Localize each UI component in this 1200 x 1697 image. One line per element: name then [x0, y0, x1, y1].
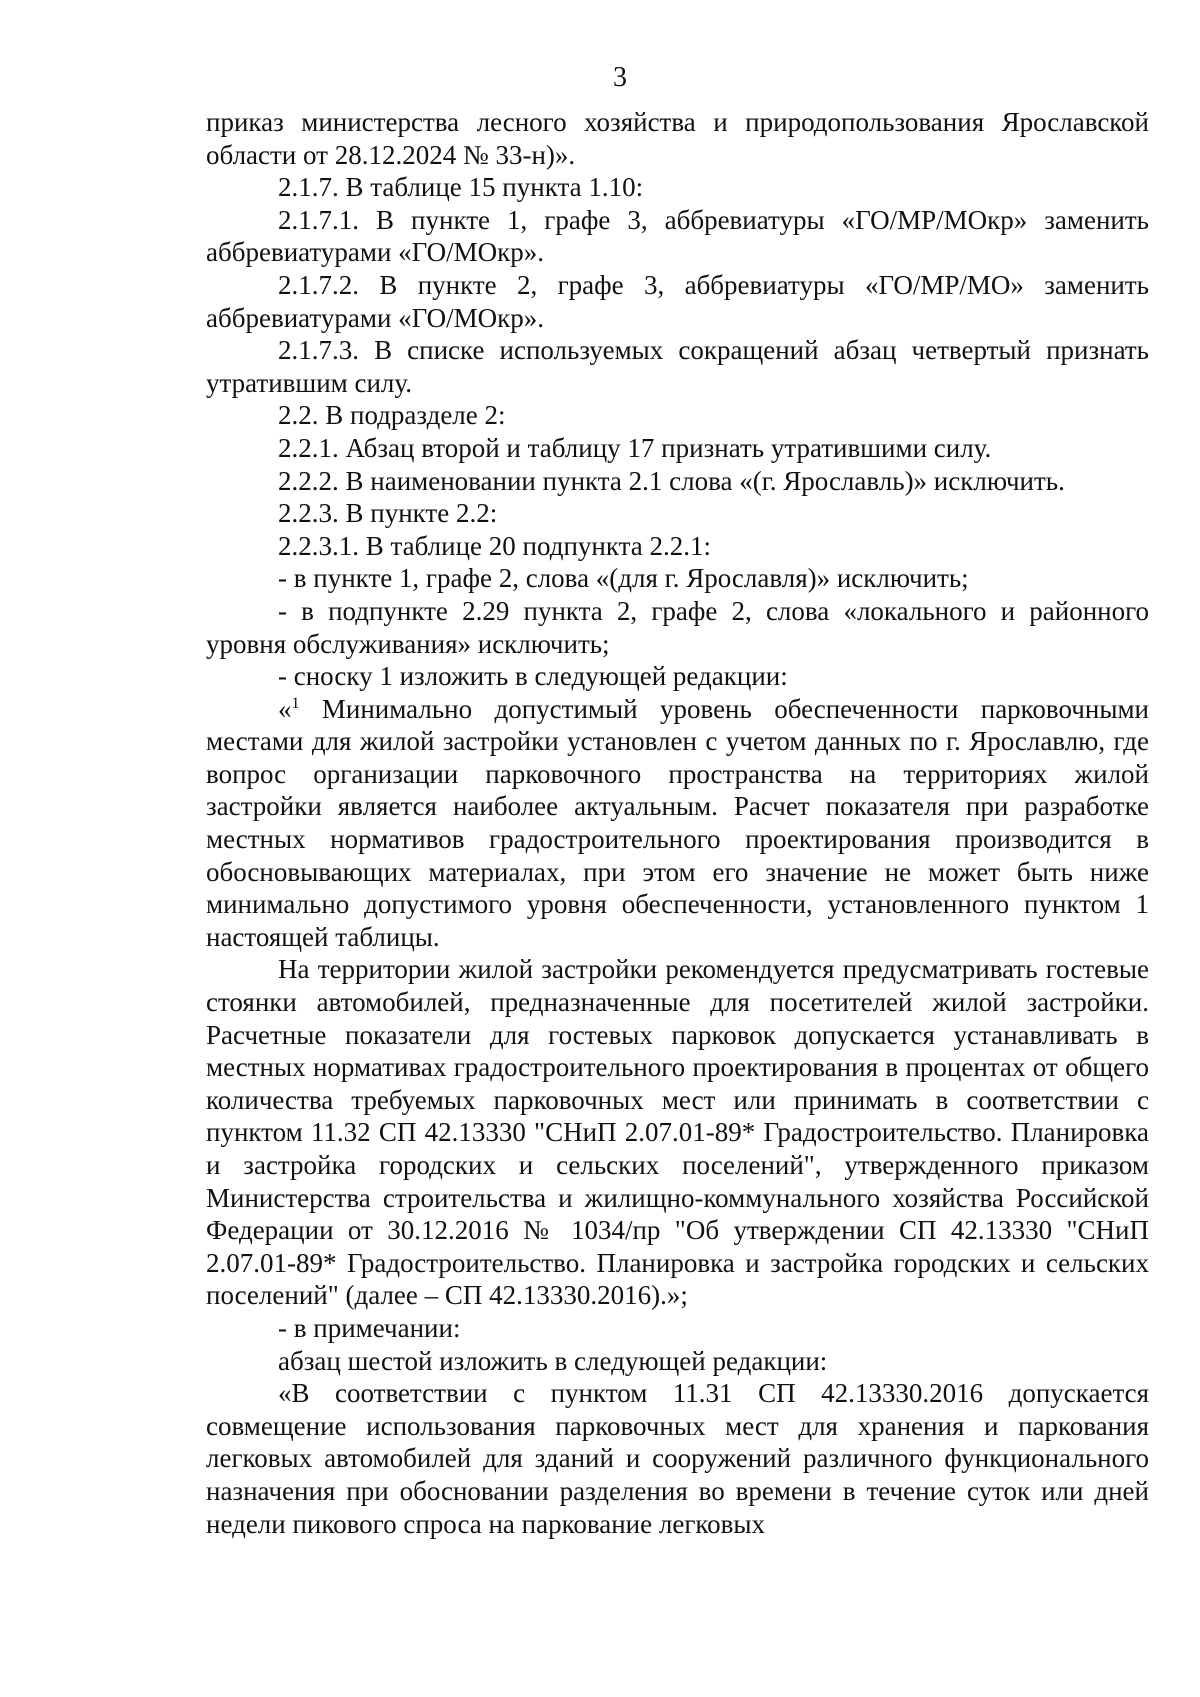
paragraph: 2.1.7.2. В пункте 2, графе 3, аббревиатуры «ГО/МР/МО» заменить аббревиатурами «ГО/МОкр». — [206, 269, 1149, 333]
paragraph: «В соответствии с пунктом 11.31 СП 42.13330.2016 допускается совмещение использования парковочных мест для хранения и паркования легковых автомобилей для зданий и сооружений различного функционального назначения при обосновании разделения во времени в течение суток или дней недели пикового спроса на паркование легковых — [206, 1378, 1149, 1539]
paragraph: 2.2.1. Абзац второй и таблицу 17 признать утратившими силу. — [278, 432, 992, 463]
paragraph: приказ министерства лесного хозяйства и природопользования Ярославской области от 28.12.2024 № 33-н)». — [206, 107, 1149, 170]
paragraph: абзац шестой изложить в следующей редакции: — [278, 1345, 828, 1376]
paragraph: - в пункте 1, графе 2, слова «(для г. Ярославля)» исключить; — [278, 563, 969, 594]
footnote-text: Минимально допустимый уровень обеспеченности парковочными местами для жилой застройки установлен с учетом данных по г. Ярославлю, где вопрос организации парковочного пространства на территориях жилой застройки является наиболее актуальным. Расчет показателя при разработке местных нормативов градостроительного проектирования производится в обосновывающих материалах, при этом его значение не может быть ниже минимально допустимого уровня обеспеченности, установленного пунктом 1 настоящей таблицы. — [206, 693, 1149, 952]
paragraph: 2.2.3.1. В таблице 20 подпункта 2.2.1: — [278, 530, 711, 561]
paragraph: - в примечании: — [278, 1312, 461, 1343]
paragraph: На территории жилой застройки рекомендуется предусматривать гостевые стоянки автомобилей, предназначенные для посетителей жилой застройки. Расчетные показатели для гостевых парковок допускается устанавливать в местных нормативах градостроительного проектирования в процентах от общего количества требуемых парковочных мест или принимать в соответствии с пунктом 11.32 СП 42.13330 "СНиП 2.07.01-89* Градостроительство. Планировка и застройка городских и сельских поселений", утвержденного приказом Министерства строительства и жилищно-коммунального хозяйства Российской Федерации от 30.12.2016 № 1034/пр "Об утверждении СП 42.13330 "СНиП 2.07.01-89* Градостроительство. Планировка и застройка городских и сельских поселений" (далее – СП 42.13330.2016).»; — [206, 954, 1149, 1311]
footnote-paragraph — [206, 693, 1149, 954]
paragraph: 2.2.3. В пункте 2.2: — [278, 498, 498, 529]
paragraph: - сноску 1 изложить в следующей редакции: — [278, 661, 788, 692]
open-quote: « — [278, 693, 292, 724]
paragraph: 2.2.2. В наименовании пункта 2.1 слова «(г. Ярославль)» исключить. — [278, 465, 1065, 496]
page-number: 3 — [613, 62, 627, 93]
paragraph: 2.1.7.1. В пункте 1, графе 3, аббревиатуры «ГО/МР/МОкр» заменить аббревиатурами «ГО/МОкр». — [206, 204, 1149, 268]
paragraph: - в подпункте 2.29 пункта 2, графе 2, слова «локального и районного уровня обслуживания» исключить; — [206, 595, 1149, 659]
footnote-marker: 1 — [291, 694, 300, 712]
paragraph: 2.2. В подразделе 2: — [278, 400, 506, 431]
paragraph: 2.1.7. В таблице 15 пункта 1.10: — [278, 172, 644, 203]
document-body — [206, 106, 1149, 1540]
paragraph: 2.1.7.3. В списке используемых сокращений абзац четвертый признать утратившим силу. — [206, 335, 1149, 398]
